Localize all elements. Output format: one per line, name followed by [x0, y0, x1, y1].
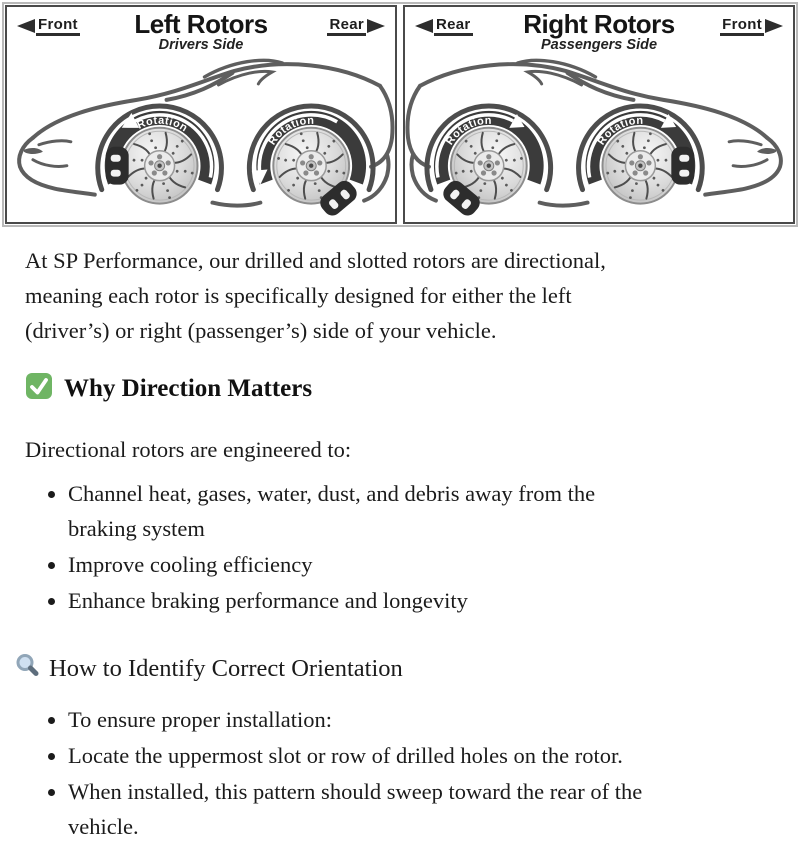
green-check-icon — [25, 372, 53, 407]
rotation-label: Rotation — [135, 114, 190, 135]
direction-label: Front — [36, 16, 80, 36]
panel-title: Left Rotors — [134, 9, 268, 39]
direction-label: Front — [720, 16, 764, 36]
right-rotors-panel — [403, 5, 795, 224]
rear-direction-indicator — [415, 16, 473, 36]
right-panel-header — [405, 7, 793, 54]
arrow-left-icon — [415, 19, 433, 33]
rotation-label: Rotation — [595, 114, 644, 148]
list-item: • Locate the uppermost slot or row of drilled holes on the rotor. — [68, 738, 775, 773]
installation-list — [25, 702, 775, 844]
heading-text: Why Direction Matters — [64, 375, 313, 403]
rotation-label: Rotation — [443, 114, 493, 148]
list-item: • When installed, this pattern should sweep toward the rear of the vehicle. — [68, 774, 775, 844]
right-car-diagram — [405, 54, 793, 222]
left-rotors-panel — [5, 5, 397, 224]
magnifying-glass-icon — [14, 652, 41, 686]
panel-subtitle: Drivers Side — [158, 37, 244, 53]
front-direction-indicator — [17, 16, 80, 36]
article-body — [0, 243, 800, 844]
arrow-right-icon — [765, 19, 783, 33]
direction-label: Rear — [434, 16, 473, 36]
list-item: • To ensure proper installation: — [68, 702, 775, 737]
rotation-label: Rotation — [266, 114, 315, 148]
list-item: • Enhance braking performance and longevity — [68, 583, 775, 618]
why-direction-matters-heading — [25, 372, 775, 407]
arrow-left-icon — [17, 19, 35, 33]
rotor-direction-figure — [2, 2, 798, 227]
list-item: • Improve cooling efficiency — [68, 547, 775, 582]
rear-direction-indicator — [327, 16, 385, 36]
panel-subtitle: Passengers Side — [540, 37, 658, 53]
list-item: • Channel heat, gases, water, dust, and debris away from the braking system — [68, 476, 775, 546]
panel-title: Right Rotors — [523, 9, 675, 39]
left-car-diagram — [7, 54, 395, 222]
heading-text: How to Identify Correct Orientation — [49, 654, 403, 682]
front-direction-indicator — [720, 16, 783, 36]
direction-label: Rear — [327, 16, 366, 36]
left-panel-header — [7, 7, 395, 54]
identify-orientation-heading — [14, 652, 775, 686]
intro-paragraph: At SP Performance, our drilled and slotted rotors are directional, meaning each rotor is specifically designed for either the left (driver’s) or right (passenger’s) side of your vehicle. — [25, 247, 606, 343]
arrow-right-icon — [367, 19, 385, 33]
engineered-to-lead: Directional rotors are engineered to: — [25, 436, 352, 462]
benefits-list — [25, 476, 775, 618]
